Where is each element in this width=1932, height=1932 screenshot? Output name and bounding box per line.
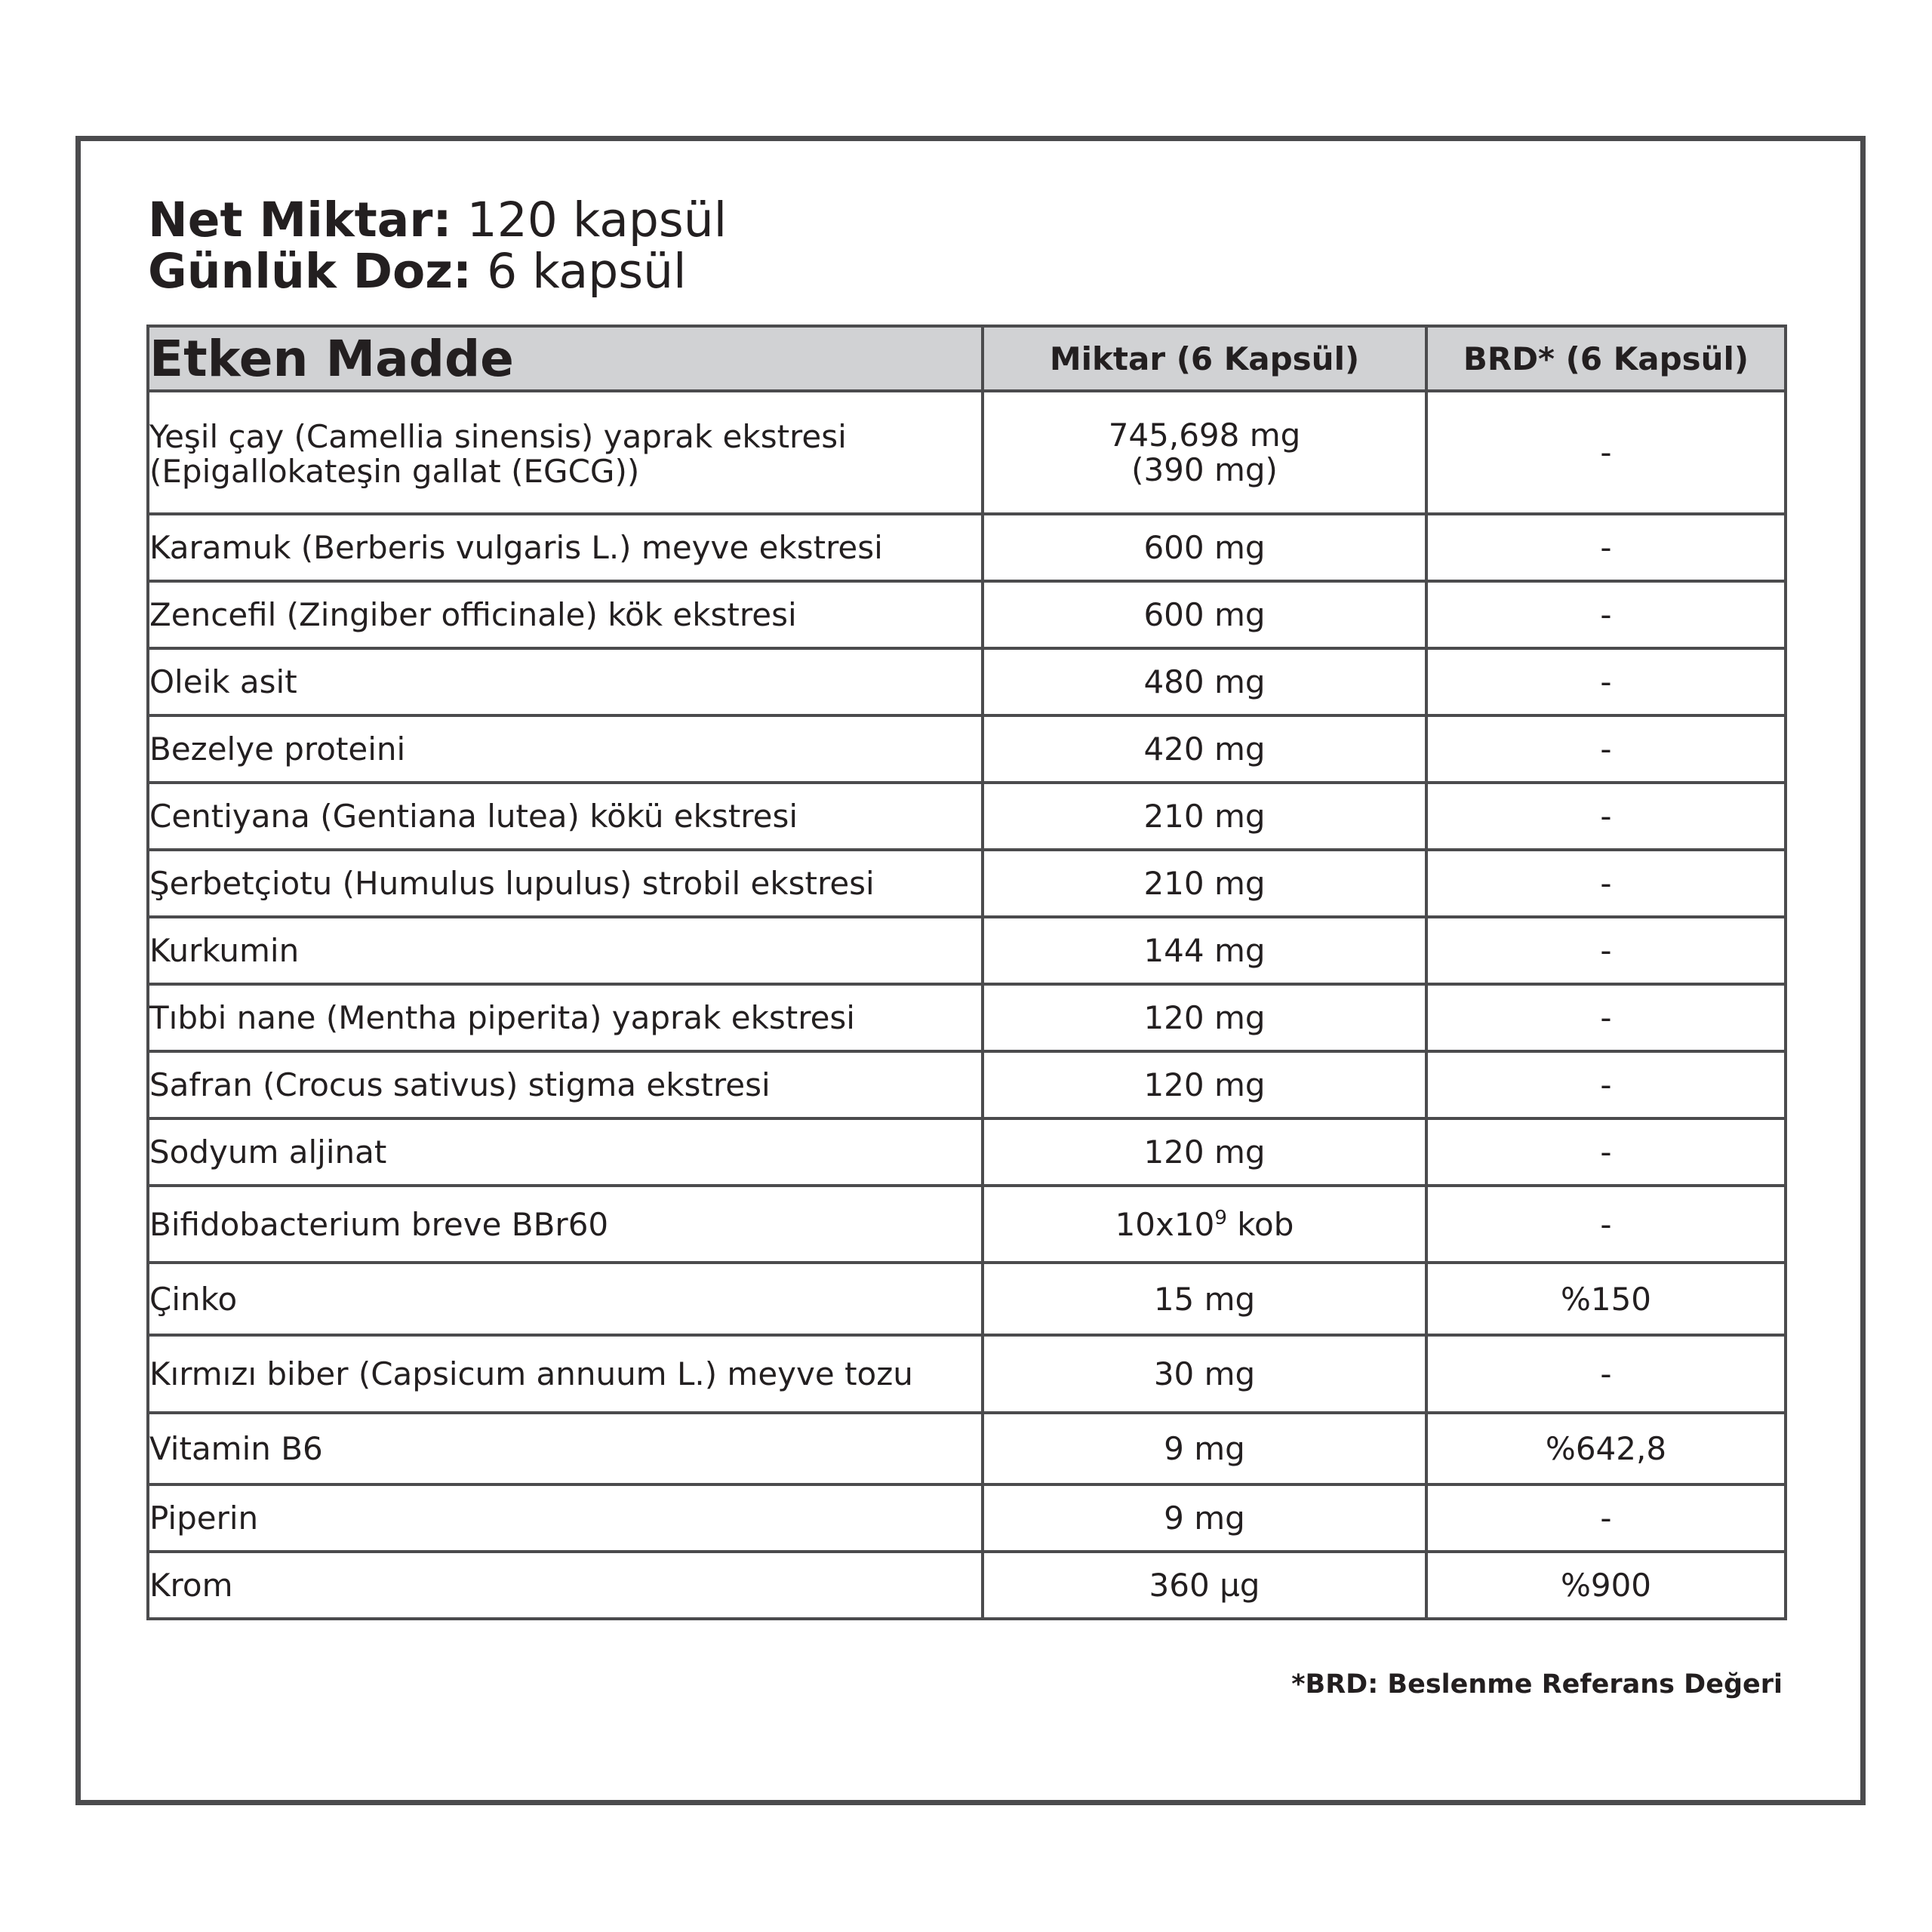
- ingredient-brd: %642,8: [1426, 1413, 1786, 1484]
- table-header-row: [148, 326, 1786, 391]
- ingredient-amount: 120 mg: [983, 1051, 1426, 1118]
- ingredient-brd: %150: [1426, 1263, 1786, 1335]
- ingredient-brd: -: [1426, 391, 1786, 514]
- net-quantity-value: 120 kapsül: [466, 192, 728, 248]
- ingredient-amount: [983, 1186, 1426, 1263]
- ingredient-brd: -: [1426, 1051, 1786, 1118]
- table-row: [148, 391, 1786, 514]
- ingredient-name: Kurkumin: [148, 917, 983, 984]
- ingredient-name: Zencefil (Zingiber officinale) kök ekstresi: [148, 581, 983, 648]
- ingredient-name: Tıbbi nane (Mentha piperita) yaprak ekstresi: [148, 984, 983, 1051]
- amount-exponent: 9: [1214, 1206, 1227, 1229]
- ingredient-brd: -: [1426, 1335, 1786, 1413]
- table-row: [148, 783, 1786, 850]
- amount-line: (390 mg): [1131, 451, 1278, 488]
- table-row: [148, 1335, 1786, 1413]
- header-amount: Miktar (6 Kapsül): [983, 326, 1426, 391]
- ingredient-name: Karamuk (Berberis vulgaris L.) meyve ekstresi: [148, 514, 983, 581]
- table-row: [148, 581, 1786, 648]
- ingredient-name: Bifidobacterium breve BBr60: [148, 1186, 983, 1263]
- serving-summary: [148, 192, 728, 299]
- ingredient-name: Çinko: [148, 1263, 983, 1335]
- ingredient-brd: -: [1426, 1484, 1786, 1552]
- table-row: [148, 1484, 1786, 1552]
- ingredient-brd: -: [1426, 783, 1786, 850]
- table-row: [148, 1413, 1786, 1484]
- ingredient-amount: 480 mg: [983, 648, 1426, 715]
- ingredient-amount: 30 mg: [983, 1335, 1426, 1413]
- net-quantity-line: [148, 192, 728, 248]
- ingredient-brd: -: [1426, 917, 1786, 984]
- ingredient-brd: %900: [1426, 1552, 1786, 1619]
- ingredient-name: Krom: [148, 1552, 983, 1619]
- ingredient-name: Bezelye proteini: [148, 715, 983, 783]
- table-row: [148, 514, 1786, 581]
- ingredient-name: Piperin: [148, 1484, 983, 1552]
- ingredient-name: Kırmızı biber (Capsicum annuum L.) meyve tozu: [148, 1335, 983, 1413]
- table-row: [148, 850, 1786, 917]
- ingredient-brd: -: [1426, 1118, 1786, 1186]
- net-quantity-label: Net Miktar:: [148, 192, 452, 248]
- daily-dose-label: Günlük Doz:: [148, 244, 472, 299]
- table-row: [148, 1186, 1786, 1263]
- ingredient-brd: -: [1426, 715, 1786, 783]
- ingredient-name: Sodyum aljinat: [148, 1118, 983, 1186]
- ingredient-amount: 120 mg: [983, 1118, 1426, 1186]
- ingredient-name: [148, 391, 983, 514]
- footnote: *BRD: Beslenme Referans Değeri: [1291, 1669, 1783, 1700]
- ingredient-name: Şerbetçiotu (Humulus lupulus) strobil ekstresi: [148, 850, 983, 917]
- ingredient-name-line: (Epigallokateşin gallat (EGCG)): [149, 453, 640, 490]
- ingredient-amount: 9 mg: [983, 1413, 1426, 1484]
- ingredient-amount: 360 µg: [983, 1552, 1426, 1619]
- table-row: [148, 648, 1786, 715]
- ingredient-brd: -: [1426, 648, 1786, 715]
- ingredient-amount: 420 mg: [983, 715, 1426, 783]
- ingredient-name: Safran (Crocus sativus) stigma ekstresi: [148, 1051, 983, 1118]
- table-row: [148, 1051, 1786, 1118]
- table-row: [148, 1118, 1786, 1186]
- header-ingredient: Etken Madde: [148, 326, 983, 391]
- table-row: [148, 715, 1786, 783]
- ingredient-amount: [983, 391, 1426, 514]
- daily-dose-value: 6 kapsül: [487, 244, 687, 299]
- table-row: [148, 1552, 1786, 1619]
- daily-dose-line: [148, 246, 727, 297]
- ingredient-brd: -: [1426, 581, 1786, 648]
- ingredient-brd: -: [1426, 850, 1786, 917]
- ingredient-brd: -: [1426, 1186, 1786, 1263]
- ingredient-amount: 210 mg: [983, 783, 1426, 850]
- amount-unit: kob: [1226, 1205, 1294, 1243]
- ingredient-name-line: Yeşil çay (Camellia sinensis) yaprak ekstresi: [149, 418, 847, 455]
- table-row: [148, 917, 1786, 984]
- ingredient-name: Oleik asit: [148, 648, 983, 715]
- ingredient-amount: 600 mg: [983, 514, 1426, 581]
- ingredient-amount: 15 mg: [983, 1263, 1426, 1335]
- amount-line: 745,698 mg: [1108, 416, 1301, 454]
- ingredient-brd: -: [1426, 514, 1786, 581]
- ingredient-amount: 600 mg: [983, 581, 1426, 648]
- amount-base: 10x10: [1115, 1205, 1215, 1243]
- header-brd: BRD* (6 Kapsül): [1426, 326, 1786, 391]
- ingredient-name: Vitamin B6: [148, 1413, 983, 1484]
- table-row: [148, 1263, 1786, 1335]
- table-row: [148, 984, 1786, 1051]
- ingredient-amount: 120 mg: [983, 984, 1426, 1051]
- ingredient-name: Centiyana (Gentiana lutea) kökü ekstresi: [148, 783, 983, 850]
- ingredients-table: [146, 325, 1787, 1620]
- ingredient-amount: 210 mg: [983, 850, 1426, 917]
- ingredient-amount: 144 mg: [983, 917, 1426, 984]
- ingredient-brd: -: [1426, 984, 1786, 1051]
- ingredient-amount: 9 mg: [983, 1484, 1426, 1552]
